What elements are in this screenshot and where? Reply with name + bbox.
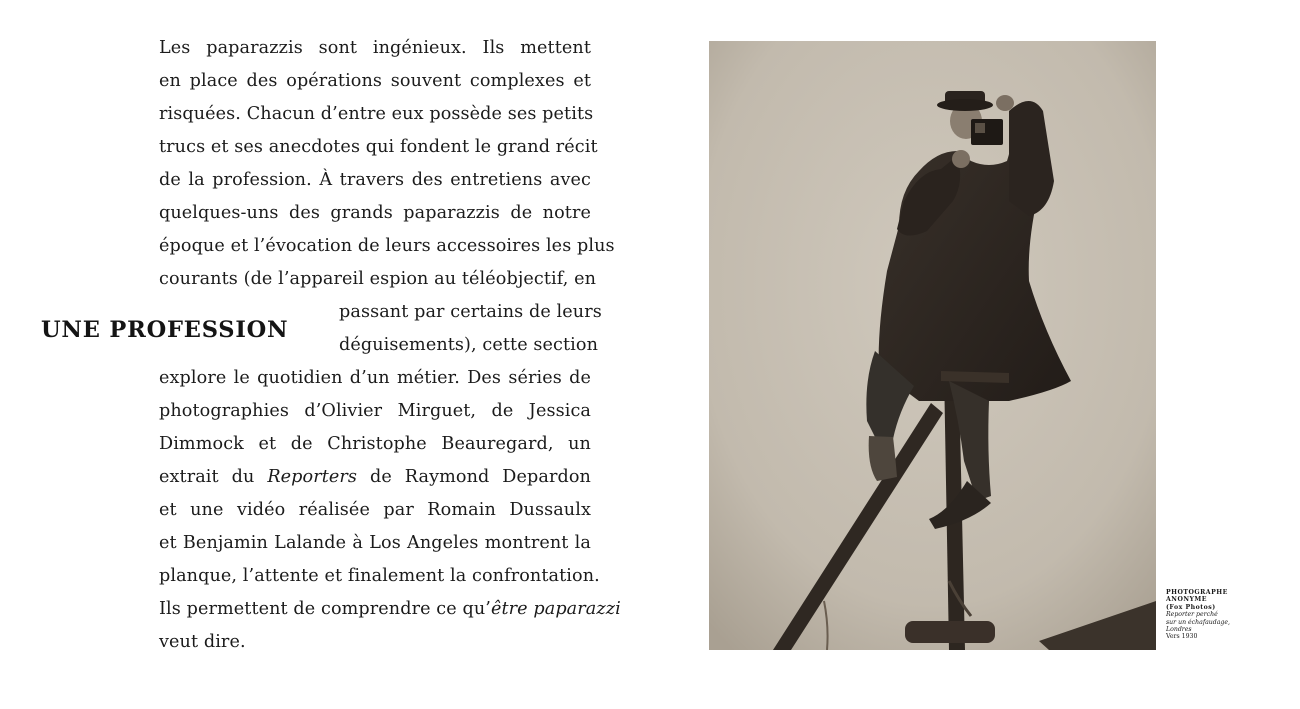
caption-line-1: PHOTOGRAPHE <box>1166 589 1228 596</box>
body-line-4: trucs et ses anecdotes qui fondent le grand récit <box>159 137 598 157</box>
body-line-18 <box>159 593 621 626</box>
caption-line-5: sur un échafaudage, <box>1166 618 1231 626</box>
body-line-8: courants (de l’appareil espion au téléobjectif, en <box>159 269 597 289</box>
body-line-12: photographies d’Olivier Mirguet, de Jessica <box>159 401 591 421</box>
italic-etre-paparazzi: être paparazzi <box>490 599 621 619</box>
body-line-14-du: du <box>231 467 255 487</box>
body-line-11: explore le quotidien d’un métier. Des séries de <box>159 368 591 388</box>
italic-reporters: Reporters <box>267 467 358 487</box>
body-line-18-text: Ils permettent de comprendre ce qu’ <box>159 599 491 619</box>
body-line-17: planque, l’attente et finalement la confrontation. <box>159 566 600 586</box>
caption-line-2: ANONYME <box>1166 596 1207 604</box>
body-line-2: en place des opérations souvent complexes et <box>159 71 591 91</box>
body-line-15: et une vidéo réalisée par Romain Dussaulx <box>159 500 591 520</box>
body-line-9: passant par certains de leurs <box>339 302 602 322</box>
body-line-1: Les paparazzis sont ingénieux. Ils mettent <box>159 38 591 58</box>
photograph <box>709 41 1156 650</box>
body-line-10: déguisements), cette section <box>339 335 599 355</box>
body-line-14-prefix: extrait <box>159 467 219 487</box>
caption-line-3: (Fox Photos) <box>1166 603 1216 611</box>
body-line-13: Dimmock et de Christophe Beauregard, un <box>159 434 591 454</box>
body-line-14 <box>159 461 591 494</box>
body-line-3: risquées. Chacun d’entre eux possède ses petits <box>159 104 594 124</box>
caption-line-7: Vers 1930 <box>1166 633 1198 641</box>
body-line-19: veut dire. <box>159 632 246 652</box>
photograph-icon <box>709 41 1156 650</box>
body-line-5: de la profession. À travers des entretiens avec <box>159 170 591 190</box>
body-line-6: quelques-uns des grands paparazzis de notre <box>159 203 591 223</box>
body-line-14-rest: de Raymond Depardon <box>369 467 591 487</box>
body-line-7: époque et l’évocation de leurs accessoires les plus <box>159 236 615 256</box>
photo-caption <box>1166 589 1276 641</box>
caption-line-6: Londres <box>1166 626 1192 634</box>
caption-line-4: Reporter perché <box>1166 611 1218 619</box>
section-heading: UNE PROFESSION <box>41 317 289 343</box>
body-line-16: et Benjamin Lalande à Los Angeles montrent la <box>159 533 591 553</box>
